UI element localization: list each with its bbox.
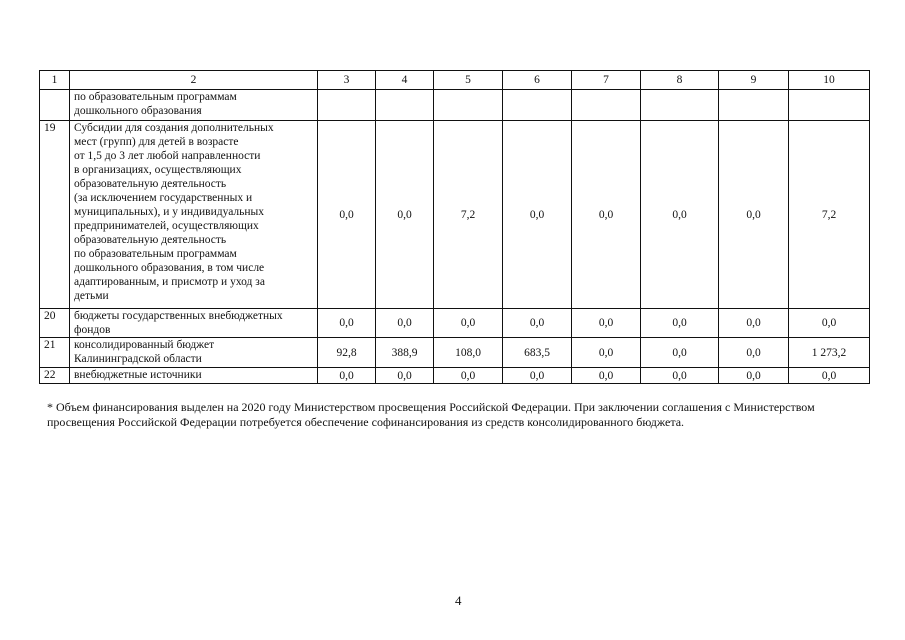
cell-value: 0,0 bbox=[641, 368, 719, 384]
cell-value: 0,0 bbox=[641, 121, 719, 309]
row-label: бюджеты государственных внебюджетных фондов bbox=[70, 309, 318, 338]
cell-value: 388,9 bbox=[376, 338, 434, 368]
table-row bbox=[40, 309, 870, 338]
cell-value: 0,0 bbox=[719, 368, 789, 384]
row-number: 22 bbox=[40, 368, 70, 384]
budget-table bbox=[39, 70, 870, 384]
cell-value: 0,0 bbox=[503, 368, 572, 384]
cell-value: 0,0 bbox=[641, 309, 719, 338]
cell-value: 683,5 bbox=[503, 338, 572, 368]
row-number bbox=[40, 90, 70, 121]
cell-value bbox=[503, 90, 572, 121]
cell-value bbox=[641, 90, 719, 121]
column-header: 8 bbox=[641, 71, 719, 90]
column-header: 6 bbox=[503, 71, 572, 90]
column-header: 2 bbox=[70, 71, 318, 90]
cell-value: 0,0 bbox=[719, 338, 789, 368]
cell-value: 1 273,2 bbox=[789, 338, 870, 368]
cell-value bbox=[572, 90, 641, 121]
cell-value: 0,0 bbox=[719, 309, 789, 338]
row-label: внебюджетные источники bbox=[70, 368, 318, 384]
page-number: 4 bbox=[455, 593, 462, 608]
cell-value: 0,0 bbox=[318, 368, 376, 384]
cell-value: 0,0 bbox=[376, 309, 434, 338]
cell-value: 0,0 bbox=[641, 338, 719, 368]
table-row bbox=[40, 338, 870, 368]
cell-value: 0,0 bbox=[318, 121, 376, 309]
cell-value: 0,0 bbox=[572, 368, 641, 384]
cell-value: 0,0 bbox=[503, 309, 572, 338]
row-number: 21 bbox=[40, 338, 70, 368]
cell-value: 0,0 bbox=[434, 368, 503, 384]
cell-value: 0,0 bbox=[572, 338, 641, 368]
cell-value: 7,2 bbox=[789, 121, 870, 309]
cell-value: 108,0 bbox=[434, 338, 503, 368]
table-row bbox=[40, 121, 870, 309]
column-header: 10 bbox=[789, 71, 870, 90]
cell-value: 0,0 bbox=[318, 309, 376, 338]
cell-value: 0,0 bbox=[503, 121, 572, 309]
cell-value: 0,0 bbox=[719, 121, 789, 309]
cell-value: 0,0 bbox=[572, 309, 641, 338]
cell-value: 7,2 bbox=[434, 121, 503, 309]
cell-value: 92,8 bbox=[318, 338, 376, 368]
cell-value bbox=[434, 90, 503, 121]
table-row bbox=[40, 90, 870, 121]
column-header: 1 bbox=[40, 71, 70, 90]
cell-value: 0,0 bbox=[376, 368, 434, 384]
cell-value: 0,0 bbox=[572, 121, 641, 309]
cell-value bbox=[789, 90, 870, 121]
column-header: 4 bbox=[376, 71, 434, 90]
column-header: 7 bbox=[572, 71, 641, 90]
row-label: Субсидии для создания дополнительных мест (групп) для детей в возрасте от 1,5 до 3 лет любой направленности в организациях, осуществляющих образовательную деятельность (за исключением государственных и муниципальных), и у индивидуальных предпринимателей, осуществляющих образовательную деятельность по образовательным программам дошкольного образования, в том числе адаптированным, и присмотр и уход за детьми bbox=[70, 121, 318, 309]
cell-value bbox=[318, 90, 376, 121]
row-number: 19 bbox=[40, 121, 70, 309]
cell-value: 0,0 bbox=[376, 121, 434, 309]
row-number: 20 bbox=[40, 309, 70, 338]
cell-value: 0,0 bbox=[789, 368, 870, 384]
header-row bbox=[40, 71, 870, 90]
column-header: 9 bbox=[719, 71, 789, 90]
footnote: * Объем финансирования выделен на 2020 году Министерством просвещения Российской Федерации. При заключении соглашения с Министерством просвещения Российской Федерации потребуется обеспечение софинансирования из средств консолидированного бюджета. bbox=[47, 400, 815, 429]
column-header: 5 bbox=[434, 71, 503, 90]
cell-value: 0,0 bbox=[789, 309, 870, 338]
table-row bbox=[40, 368, 870, 384]
cell-value bbox=[376, 90, 434, 121]
row-label: по образовательным программам дошкольного образования bbox=[70, 90, 318, 121]
column-header: 3 bbox=[318, 71, 376, 90]
row-label: консолидированный бюджет Калининградской области bbox=[70, 338, 318, 368]
cell-value: 0,0 bbox=[434, 309, 503, 338]
cell-value bbox=[719, 90, 789, 121]
